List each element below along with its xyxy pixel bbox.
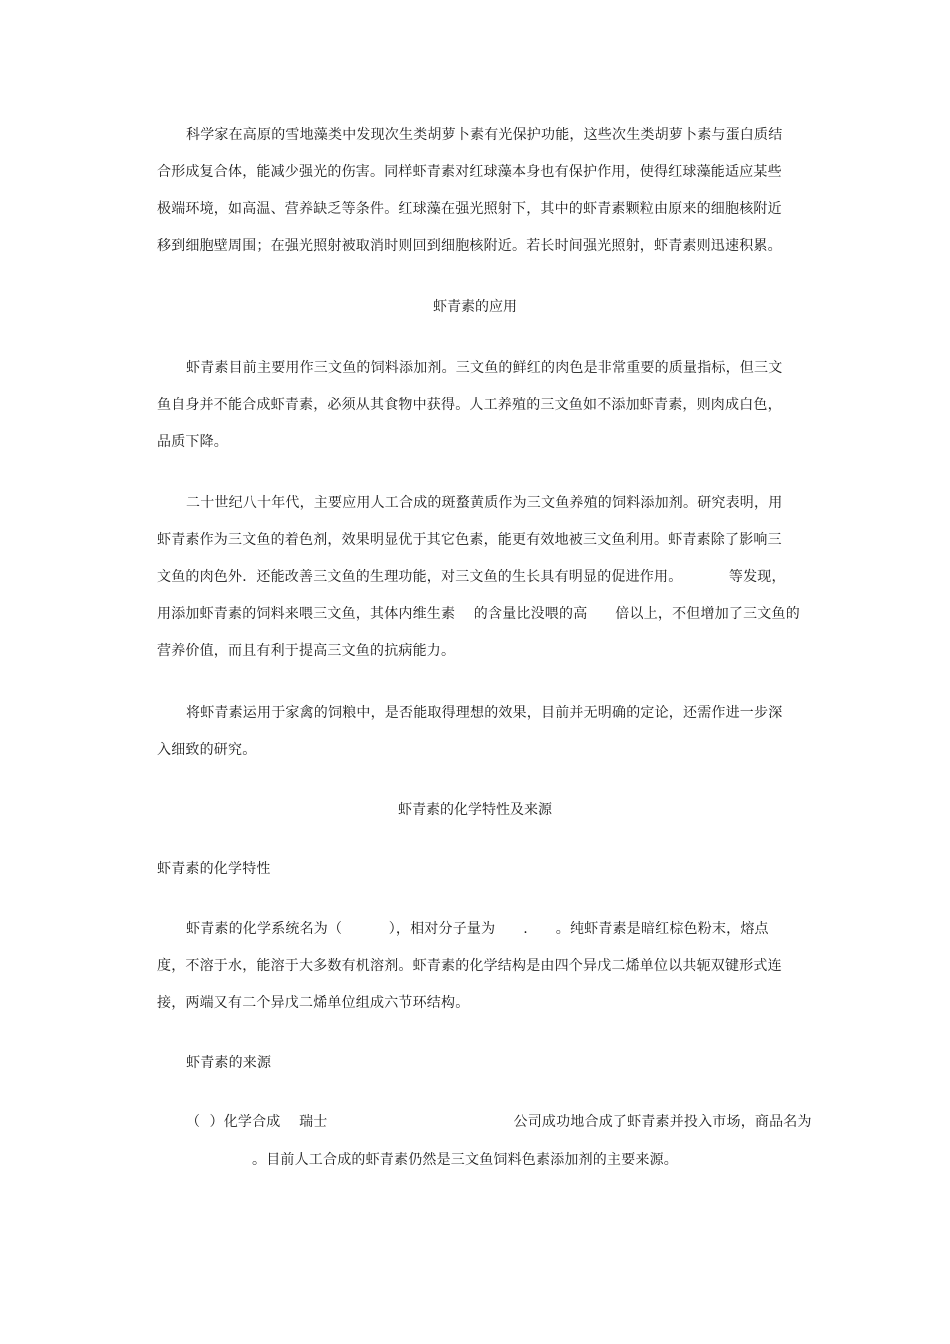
paragraph-4-line-2: 入细致的研究。: [157, 742, 257, 758]
paragraph-2-line-1: 虾青素目前主要用作三文鱼的饲料添加剂。三文鱼的鲜红的肉色是非常重要的质量指标，但三文: [186, 360, 783, 376]
paragraph-1-line-4: 移到细胞壁周围；在强光照射被取消时则回到细胞核附近。若长时间强光照射，虾青素则迅速积累。: [157, 238, 782, 254]
paragraph-3-line-4: 用添加虾青素的饲料来喂三文鱼，其体内维生素 的含量比没喂的高 倍以上，不但增加了三文鱼的: [157, 606, 800, 622]
paragraph-3-line-5: 营养价值，而且有利于提高三文鱼的抗病能力。: [157, 643, 456, 659]
subheading-source: 虾青素的来源: [186, 1055, 272, 1071]
paragraph-5-line-2: 度，不溶于水，能溶于大多数有机溶剂。虾青素的化学结构是由四个异戊二烯单位以共轭双键形式连: [157, 958, 782, 974]
subheading-chemical-properties: 虾青素的化学特性: [157, 861, 271, 877]
paragraph-6-line-1: （ ）化学合成 瑞士 公司成功地合成了虾青素并投入市场，商品名为: [186, 1114, 812, 1130]
paragraph-3-line-2: 虾青素作为三文鱼的着色剂，效果明显优于其它色素，能更有效地被三文鱼利用。虾青素除了影响三: [157, 532, 782, 548]
paragraph-1-line-2: 合形成复合体，能减少强光的伤害。同样虾青素对红球藻本身也有保护作用，使得红球藻能适应某些: [157, 164, 782, 180]
paragraph-3-line-1: 二十世纪八十年代，主要应用人工合成的斑蝥黄质作为三文鱼养殖的饲料添加剂。研究表明，用: [186, 495, 783, 511]
paragraph-5-line-1: 虾青素的化学系统名为（ ），相对分子量为 . 。纯虾青素是暗红棕色粉末，熔点: [186, 921, 769, 937]
paragraph-2-line-2: 鱼自身并不能合成虾青素，必须从其食物中获得。人工养殖的三文鱼如不添加虾青素，则肉成白色，: [157, 397, 782, 413]
paragraph-4-line-1: 将虾青素运用于家禽的饲粮中，是否能取得理想的效果，目前并无明确的定论，还需作进一步深: [186, 705, 783, 721]
paragraph-1-line-3: 极端环境，如高温、营养缺乏等条件。红球藻在强光照射下，其中的虾青素颗粒由原来的细胞核附近: [157, 201, 782, 217]
paragraph-2-line-3: 品质下降。: [157, 434, 228, 450]
paragraph-6-line-2: 。目前人工合成的虾青素仍然是三文鱼饲料色素添加剂的主要来源。: [252, 1152, 678, 1168]
section-heading-chemistry-source: 虾青素的化学特性及来源: [398, 802, 552, 818]
paragraph-3-line-3: 文鱼的肉色外．还能改善三文鱼的生理功能，对三文鱼的生长具有明显的促进作用。 等发现，: [157, 569, 786, 585]
paragraph-1-line-1: 科学家在高原的雪地藻类中发现次生类胡萝卜素有光保护功能，这些次生类胡萝卜素与蛋白质结: [186, 127, 783, 143]
paragraph-5-line-3: 接，两端又有二个异戊二烯单位组成六节环结构。: [157, 995, 470, 1011]
section-heading-application: 虾青素的应用: [433, 299, 517, 315]
